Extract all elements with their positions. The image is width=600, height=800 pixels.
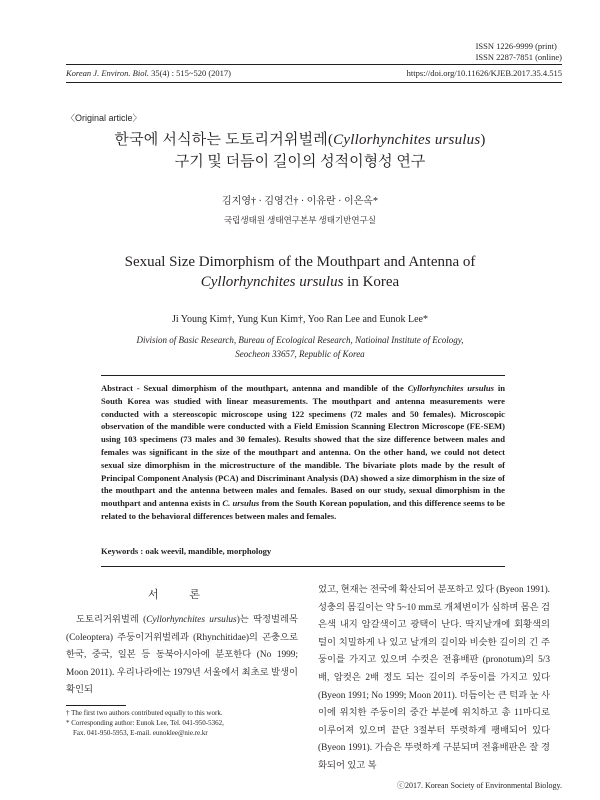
abstract-text-2: in South Korea was studied with linear measurements. The mouthpart and antenna measurements were conducted with a stereoscopic microscope using 122 specimens (72 males and 50 females). Microscopic observation of the mandible were conducted with a Field Emission Scanning Electron Microscope (FE-SEM) using 103 specimens (73 males and 30 females). Results showed that the size difference between males and females was significant in the size of the mouthpart and antenna. On the other hand, we could not detect sexual size dimorphism in the microstructure of the mandible. The bivariate plots made by the result of Principal Component Analysis (PCA) and Discriminant Analysis (DA) showed a size dimorphism in the size of the mouthpart and the antenna between males and females. Based on our study, sexual dimorphism in the mouthpart and antenna exists in xyxy=(101,383,505,509)
footnote-corresponding-author: * Corresponding author: Eunok Lee, Tel. 041-950-5362, xyxy=(66,719,224,727)
journal-citation xyxy=(66,68,231,78)
english-authors: Ji Young Kim†, Yung Kun Kim†, Yoo Ran Lee and Eunok Lee* xyxy=(171,314,428,325)
section-heading-intro: 서 론 xyxy=(147,589,214,601)
footnote-contact: Fax. 041-950-5953, E-mail. eunoklee@nie.re.kr xyxy=(73,729,208,737)
abstract-text-3: from the South Korean population, and this difference seems to be related to the behavioral differences between males and females. xyxy=(101,498,505,521)
intro-left-scientific-name: Cyllorhynchites ursulus xyxy=(146,615,237,625)
abstract-scientific-name-2: C. ursulus xyxy=(222,498,260,509)
issn-online: ISSN 2287-7851 (online) xyxy=(475,52,562,62)
volume-pages: 35(4) : 515~520 (2017) xyxy=(148,68,231,78)
intro-right-text: 었고, 현재는 전국에 확산되어 분포하고 있다 (Byeon 1991). 성충의 몸길이는 약 5~10 mm로 개체변이가 심하며 몸은 검은색 내지 암갈색이고 광택이 난다. 딱지날개에 회황색의 털이 치밀하게 나 있고 날개의 길이와 비슷한 길이의 긴 주둥이를 가지고 있으며 수컷은 전흉배판 (pronotum)의 5/3배, 암컷은 2배 정도 되는 길이의 주둥이를 가지고 있다 (Byeon 1991; No 1999; Moon 2011). 더듬이는 큰 턱과 눈 사이에 위치한 주둥이의 중간 부분에 위치하고 총 11마디로 이루어져 있으며 끝단 3절부터 뚜렷하게 팽배되어 있다 (Byeon 1991). 가슴은 뚜렷하게 구분되며 전흉배판은 잘 경화되어 있고 복 xyxy=(318,585,550,771)
footnote-equal-contribution: † The first two authors contributed equally to this work. xyxy=(66,709,223,717)
korean-title-paren: ) xyxy=(480,132,486,148)
article-type: 〈Original article〉 xyxy=(66,113,142,123)
korean-title-scientific-name: Cyllorhynchites ursulus xyxy=(333,132,481,148)
copyright: ⓒ2017. Korean Society of Environmental Biology. xyxy=(396,781,562,790)
abstract-text-1: Abstract - Sexual dimorphism of the mouthpart, antenna and mandible of the xyxy=(101,383,408,393)
issn-block xyxy=(476,41,562,63)
korean-title-text: 한국에 서식하는 도토리거위벌레( xyxy=(114,132,334,148)
english-affiliation-line2: Seocheon 33657, Republic of Korea xyxy=(235,349,365,359)
footnotes xyxy=(66,708,306,738)
korean-authors: 김지영† · 김영건† · 이유란 · 이은옥* xyxy=(222,196,378,207)
footnote-rule xyxy=(66,705,126,706)
korean-title-line1 xyxy=(0,128,600,149)
abstract-rule-bottom xyxy=(101,566,505,567)
doi-link[interactable]: https://doi.org/10.11626/KJEB.2017.35.4.515 xyxy=(406,68,562,78)
english-title-suffix: in Korea xyxy=(343,274,400,290)
abstract-scientific-name-1: Cyllorhynchites ursulus xyxy=(407,383,495,393)
keywords: Keywords : oak weevil, mandible, morphology xyxy=(101,546,272,556)
issn-print: ISSN 1226-9999 (print) xyxy=(475,41,557,51)
intro-left-text-2: )는 딱정벌레목 (Coleoptera) 주둥이거위벌레과 (Rhynchitidae)의 곤충으로 한국, 중국, 일본 등 동북아시아에 분포한다 (No 1999; Moon 2011). 우리나라에는 1979년 서울에서 최초로 발생이 확인되 xyxy=(66,615,298,696)
english-title-line1: Sexual Size Dimorphism of the Mouthpart and Antenna of xyxy=(124,254,476,270)
header-rule-top xyxy=(66,64,562,65)
header-rule-bottom xyxy=(66,82,562,83)
journal-name: Korean J. Environ. Biol. xyxy=(66,68,149,78)
intro-right-column xyxy=(318,582,550,776)
intro-left-column xyxy=(66,612,298,700)
english-affiliation-line1: Division of Basic Research, Bureau of Ecological Research, Natioinal Institute of Ecology, xyxy=(136,335,464,345)
korean-affiliation: 국립생태원 생태연구본부 생태기반연구실 xyxy=(223,215,377,225)
abstract xyxy=(101,382,505,523)
abstract-rule-top xyxy=(101,375,505,376)
english-title-scientific-name: Cyllorhynchites ursulus xyxy=(200,274,344,290)
english-title-line2 xyxy=(0,274,600,291)
intro-left-text-1: 도토리거위벌레 ( xyxy=(76,615,147,625)
korean-title-line2: 구기 및 더듬이 길이의 성적이형성 연구 xyxy=(174,154,426,170)
